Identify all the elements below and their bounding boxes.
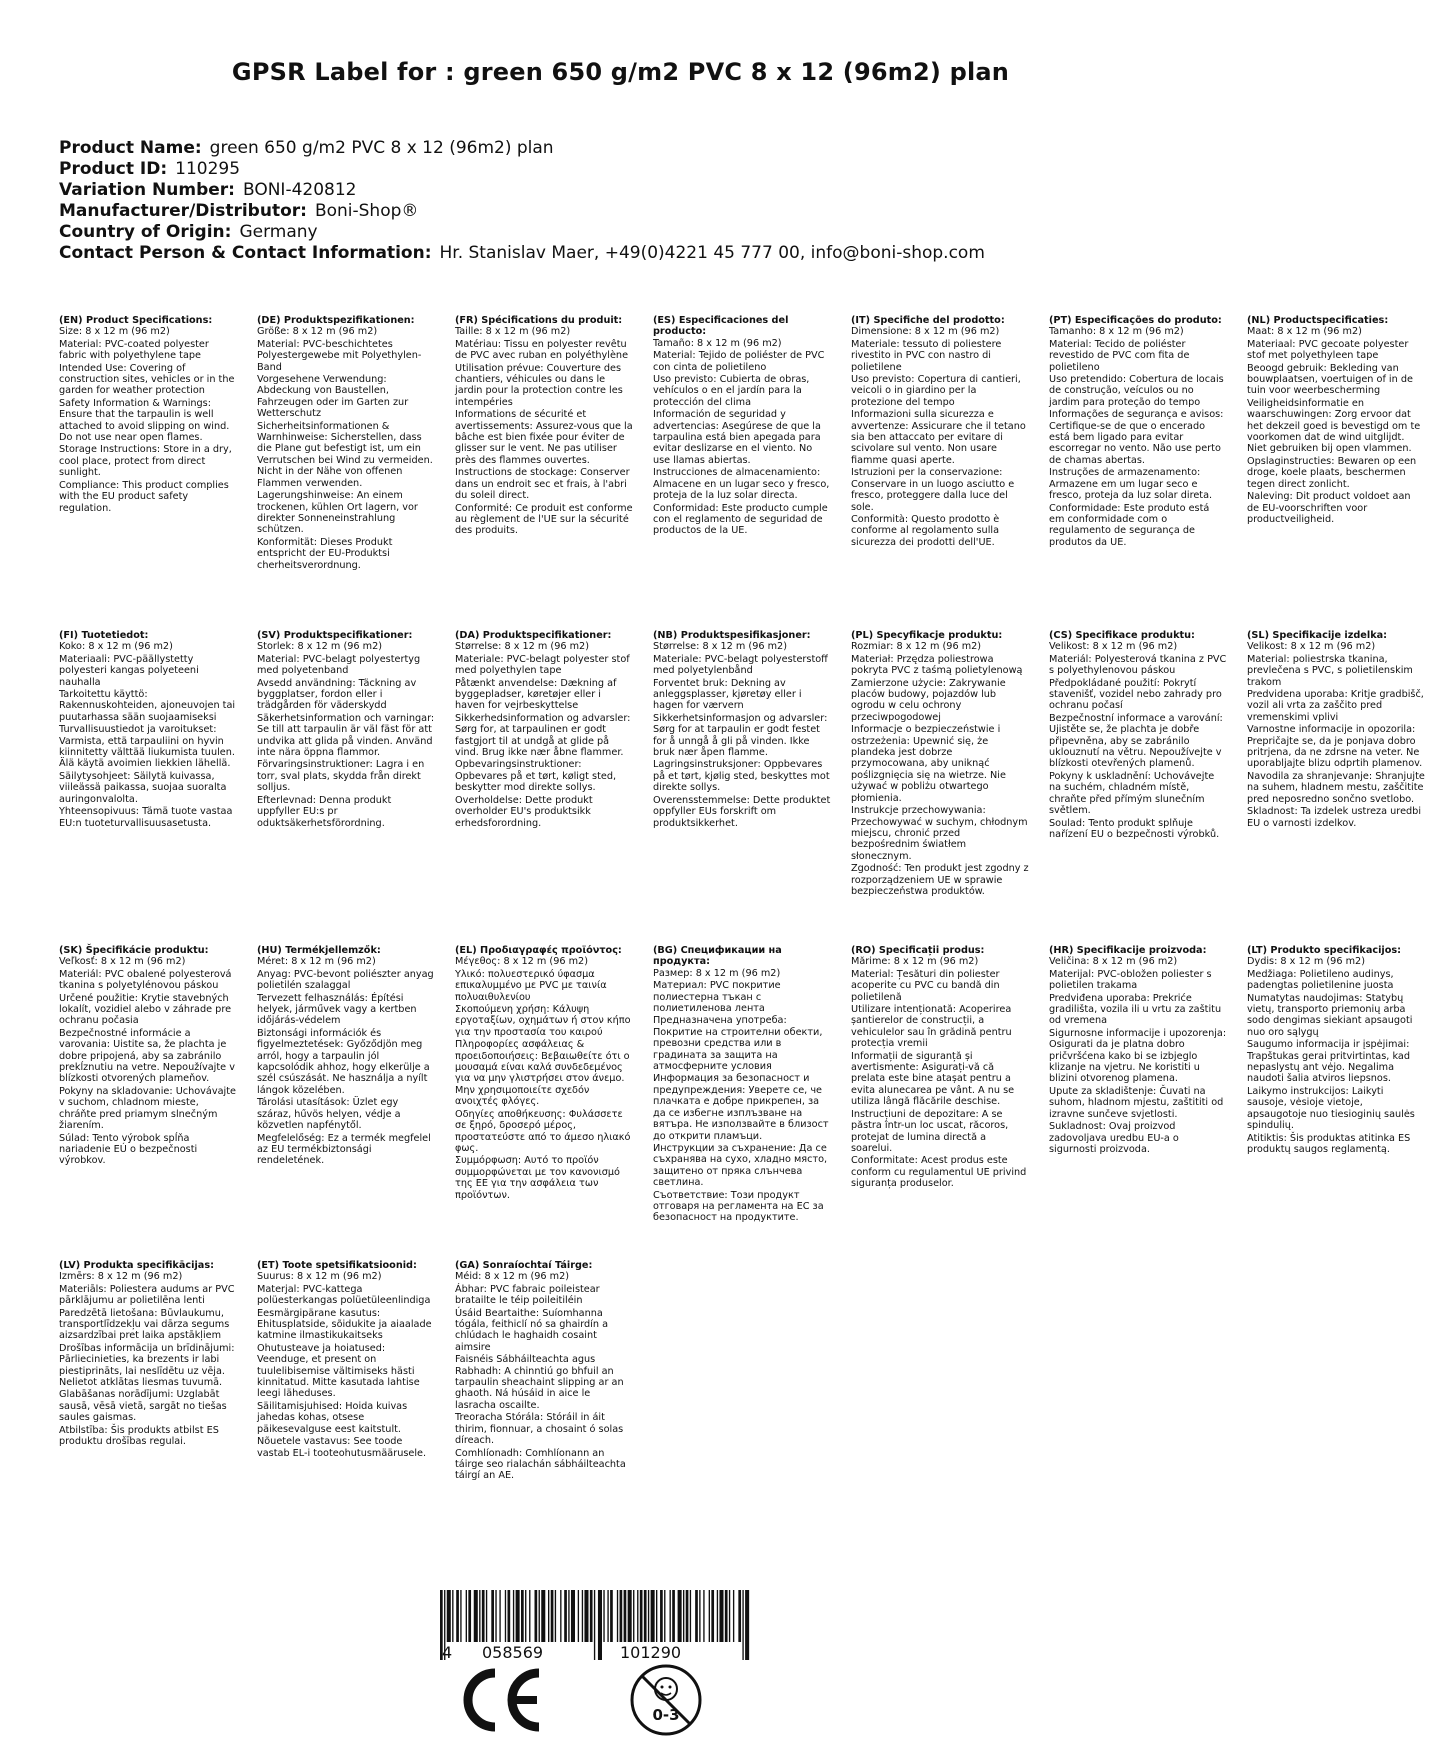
barcode-bar <box>521 1590 524 1642</box>
barcode-bar <box>719 1590 723 1642</box>
barcode-bar <box>474 1590 478 1642</box>
page-title: GPSR Label for : green 650 g/m2 PVC 8 x 12 (96m2) plan <box>231 58 1010 86</box>
spec-block <box>455 945 653 1260</box>
spec-line: Anyag: PVC-bevont poliészter anyag polietilén szalaggal <box>257 968 434 992</box>
spec-line: Opslaginstructies: Bewaren op een droge, koele plaats, beschermen tegen direct zonlicht. <box>1247 455 1417 490</box>
spec-line: Veiligheidsinformatie en waarschuwingen: Zorg ervoor dat het dekzeil goed is bevestigd om te voorkomen dat de wind uitglijdt. Niet gebruiken bij open vlammen. <box>1247 397 1421 455</box>
barcode-bar <box>535 1590 538 1642</box>
spec-line: Materiale: PVC-belagt polyesterstoff med polyetylenbånd <box>653 653 828 677</box>
spec-heading: (LT) Produkto specifikacijos: <box>1247 945 1402 956</box>
spec-line: Bezpečnostné informácie a varovania: Uistite sa, že plachta je dobre pripojená, aby sa zabránilo prekĺznutiu na vetre. Nepoužívajte v blízkosti otvorených plameňov. <box>59 1027 235 1085</box>
barcode-bar <box>452 1590 453 1642</box>
spec-line: Eesmärgipärane kasutus: Ehitusplatside, sõidukite ja aiaalade katmine ilmastikukaitseks <box>257 1307 432 1342</box>
spec-line: Materiaali: PVC-päällystetty polyesteri kangas polyeteeni nauhalla <box>59 653 199 688</box>
spec-heading: (DE) Produktspezifikationen: <box>257 315 415 326</box>
spec-line: Tarkoitettu käyttö: Rakennuskohteiden, ajoneuvojen tai puutarhassa sään suojaamiseksi <box>59 689 236 723</box>
spec-heading: (ET) Toote spetsifikatsioonid: <box>257 1260 417 1271</box>
spec-line: Koko: 8 x 12 m (96 m2) <box>59 641 173 653</box>
barcode-bar <box>648 1590 649 1642</box>
product-info <box>59 138 985 264</box>
spec-block <box>1247 945 1445 1260</box>
barcode-bar <box>590 1590 593 1642</box>
spec-heading: (SL) Specifikacije izdelka: <box>1247 630 1388 641</box>
barcode-bar <box>491 1590 494 1642</box>
spec-heading: (NL) Productspecificaties: <box>1247 315 1389 326</box>
spec-block <box>59 630 257 945</box>
spec-line: Sigurnosne informacije i upozorenja: Osigurati da je platna dobro pričvršćena kako bi se izbjeglo klizanje na vjetru. Ne koristiti u blizini otvorenog plamena. <box>1049 1027 1227 1085</box>
spec-line: Určené použitie: Krytie stavebných lokalít, vozidiel alebo v záhrade pre ochranu počasia <box>59 992 232 1027</box>
spec-line: Utilisation prévue: Couverture des chantiers, véhicules ou dans le jardin pour la protection contre les intempéries <box>455 362 623 408</box>
spec-block <box>851 945 1049 1260</box>
barcode-bar <box>516 1590 520 1642</box>
info-value: BONI-420812 <box>242 180 357 200</box>
spec-heading: (PT) Especificações do produto: <box>1049 315 1222 326</box>
spec-line: Förvaringsinstruktioner: Lagra i en torr, sval plats, skydda från direkt solljus. <box>257 759 425 794</box>
barcode-bar <box>513 1590 514 1642</box>
spec-heading: (CS) Specifikace produktu: <box>1049 630 1195 641</box>
spec-line: Instrucțiuni de depozitare: A se păstra într-un loc uscat, răcoros, protejat de lumina directă a soarelui. <box>851 1108 1009 1154</box>
spec-block <box>257 315 455 630</box>
spec-block <box>653 315 851 630</box>
spec-line: Uso pretendido: Cobertura de locais de construção, veículos ou no jardim para proteção do tempo <box>1049 374 1224 408</box>
barcode-bar <box>456 1590 459 1642</box>
spec-line: Méid: 8 x 12 m (96 m2) <box>455 1271 570 1283</box>
spec-block <box>851 630 1049 945</box>
spec-line: Συμμόρφωση: Αυτό το προϊόν συμμορφώνεται με τον κανονισμό της ΕΕ για την ασφάλεια των προϊόντων. <box>455 1155 620 1201</box>
spec-line: Izmērs: 8 x 12 m (96 m2) <box>59 1271 183 1283</box>
spec-line: Σκοπούμενη χρήση: Κάλυψη εργοταξίων, οχημάτων ή στον κήπο για την προστασία του καιρού <box>455 1004 631 1038</box>
barcode-bar <box>499 1590 500 1642</box>
spec-line: Materiale: tessuto di poliestere rivestito in PVC con nastro di polietilene <box>851 338 1002 373</box>
spec-line: Istruzioni per la conservazione: Conservare in un luogo asciutto e fresco, proteggere dalla luce del sole. <box>851 467 1015 513</box>
spec-line: Größe: 8 x 12 m (96 m2) <box>257 326 378 338</box>
spec-heading: (DA) Produktspecifikationer: <box>455 630 612 641</box>
spec-heading: (HU) Termékjellemzők: <box>257 945 381 956</box>
spec-line: Veľkosť: 8 x 12 m (96 m2) <box>59 956 186 968</box>
barcode-bar <box>525 1590 526 1642</box>
barcode-bar <box>548 1590 549 1642</box>
spec-line: Størrelse: 8 x 12 m (96 m2) <box>455 641 590 653</box>
spec-heading: (EN) Product Specifications: <box>59 315 213 326</box>
barcode-bar <box>703 1590 704 1642</box>
spec-line: Paredzētā lietošana: Būvlaukumu, transportlīdzekļu vai dārza segums aizsardzībai pret laika apstākļiem <box>59 1307 230 1342</box>
spec-line: Storage Instructions: Store in a dry, cool place, protect from direct sunlight. <box>59 444 232 479</box>
spec-line: Opbevaringsinstruktioner: Opbevares på et tørt, køligt sted, beskytter mod direkte sollys. <box>455 759 617 794</box>
spec-grid <box>59 315 1425 1575</box>
spec-line: Overholdelse: Dette produkt overholder EU's produktsikk erhedsforordning. <box>455 794 593 829</box>
spec-line: Efterlevnad: Denna produkt uppfyller EU:s pr oduktsäkerhetsförordning. <box>257 794 392 829</box>
spec-heading: (SV) Produktspecifikationer: <box>257 630 413 641</box>
spec-line: Informacje o bezpieczeństwie i ostrzeżenia: Upewnić się, że plandeka jest dobrze przymocowana, aby uniknąć poślizgnięcia się na wietrze. Nie używać w pobliżu otwartego płomienia. <box>851 724 1006 804</box>
product-id-row <box>59 159 985 180</box>
spec-heading: (HR) Specifikacije proizvoda: <box>1049 945 1207 956</box>
spec-line: Materiál: Polyesterová tkanina z PVC s polyethylenovou páskou <box>1049 653 1227 677</box>
barcode-bar <box>745 1590 749 1660</box>
barcode-bar <box>660 1590 663 1642</box>
spec-line: Uso previsto: Cubierta de obras, vehículos o en el jardín para la protección del clima <box>653 374 810 408</box>
spec-line: Numatytas naudojimas: Statybų vietų, transporto priemonių arba sodo dengimas siekiant apsaugoti nuo oro sąlygų <box>1247 992 1413 1038</box>
barcode-bar <box>598 1590 602 1660</box>
barcode-bar <box>672 1590 675 1642</box>
spec-line: Material: poliestrska tkanina, prevlečena s PVC, s polietilenskim trakom <box>1247 653 1413 688</box>
spec-heading: (SK) Špecifikácie produktu: <box>59 945 209 956</box>
variation-number-row <box>59 180 985 201</box>
spec-block <box>1049 630 1247 945</box>
spec-line: Zamierzone użycie: Zakrywanie placów budowy, pojazdów lub ogrodu w celu ochrony przeciwpogodowej <box>851 677 1006 723</box>
barcode-bar <box>582 1590 583 1642</box>
spec-line: Faisnéis Sábháilteachta agus Rabhadh: A chinntiú go bhfuil an tarpaulin sheachaint slipping ar an ghaoth. Ná húsáid in aice le lasracha oscailte. <box>455 1354 624 1411</box>
spec-line: Megfelelőség: Ez a termék megfelel az EU termékbiztonsági rendeletének. <box>257 1132 431 1167</box>
barcode-bar <box>466 1590 467 1642</box>
spec-line: Pokyny na skladovanie: Uchovávajte v suchom, chladnom mieste, chráňte pred priamym slnečným žiarením. <box>59 1085 236 1132</box>
spec-block <box>257 630 455 945</box>
spec-line: Saugumo informacija ir įspėjimai: Trapštukas gerai pritvirtintas, kad nepaslystų ant vėjo. Negalima naudoti šalia atviros liepsnos. <box>1247 1039 1410 1085</box>
spec-line: Tervezett felhasználás: Építési helyek, járművek vagy a kertben időjárás-védelem <box>257 992 417 1027</box>
age-label: 0-3 <box>652 1706 680 1724</box>
spec-line: Forventet bruk: Dekning av anleggsplasser, kjøretøy eller i hagen for værvern <box>653 677 802 712</box>
spec-line: Påtænkt anvendelse: Dækning af byggepladser, køretøjer eller i haven for vejrbeskyttelse <box>455 677 617 712</box>
spec-heading: (RO) Specificații produs: <box>851 945 985 956</box>
spec-line: Zgodność: Ten produkt jest zgodny z rozporządzeniem UE w sprawie bezpieczeństwa produktów. <box>851 863 1029 897</box>
barcode-bar <box>460 1590 461 1642</box>
barcode-digits-right: 101290 <box>620 1643 682 1662</box>
spec-line: Utilizare intenționată: Acoperirea șantierelor de construcții, a vehiculelor sau în grădină pentru protecția vremii <box>851 1004 1012 1050</box>
barcode-bar <box>628 1590 632 1642</box>
barcode-bar <box>603 1590 604 1642</box>
spec-line: Turvallisuustiedot ja varoitukset: Varmista, että tarpauliini on hyvin kiinnitetty välttää liukumista tuulen. Älä käytä avoimien liekkien lähellä. <box>59 724 235 770</box>
spec-line: Lagringsinstruksjoner: Oppbevares på et tørt, kjølig sted, beskyttes mot direkte sollys. <box>653 759 830 794</box>
info-value: green 650 g/m2 PVC 8 x 12 (96m2) plan <box>209 138 554 158</box>
info-label: Variation Number: <box>59 180 235 200</box>
spec-line: Avsedd användning: Täckning av byggplatser, fordon eller i trädgården för väderskydd <box>257 677 417 712</box>
spec-line: Overensstemmelse: Dette produktet oppfyller EUs forskrift om produktsikkerhet. <box>653 794 831 829</box>
barcode-bar <box>551 1590 554 1642</box>
barcode-bar <box>539 1590 540 1642</box>
spec-block <box>653 945 851 1260</box>
info-label: Product ID: <box>59 159 168 179</box>
spec-line: Medžiaga: Polietileno audinys, padengtas polietilenine juosta <box>1247 968 1394 992</box>
spec-line: Atitiktis: Šis produktas atitinka ES produktų saugos reglamentą. <box>1247 1132 1411 1155</box>
spec-line: Tamaño: 8 x 12 m (96 m2) <box>653 337 782 349</box>
barcode-bar <box>709 1590 710 1642</box>
spec-heading: (FR) Spécifications du produit: <box>455 315 623 326</box>
spec-line: Instructions de stockage: Conserver dans un endroit sec et frais, à l'abri du soleil direct. <box>455 467 630 502</box>
barcode-bar <box>617 1590 618 1642</box>
spec-line: Conformità: Questo prodotto è conforme al regolamento sulla sicurezza dei prodotti dell'UE. <box>851 513 1000 548</box>
spec-line: Информация за безопасност и предупреждения: Уверете се, че плачката е добре прикрепен, за да се избегне изплъзване на вятъра. Не използвайте в близост до открити пламъци. <box>653 1073 829 1142</box>
barcode-bar <box>495 1590 496 1642</box>
spec-block <box>257 945 455 1260</box>
product-name-row <box>59 138 985 159</box>
spec-line: Nõuetele vastavus: See toode vastab EL-i tooteohutusmäärusele. <box>257 1436 427 1459</box>
spec-line: Información de seguridad y advertencias: Asegúrese de que la tarpaulina está bien apegada para evitar deslizarse en el viento. No use llamas abiertas. <box>653 409 821 466</box>
spec-line: Glabāšanas norādījumi: Uzglabāt sausā, vēsā vietā, sargāt no tiešas saules gaismas. <box>59 1389 227 1424</box>
info-value: Boni-Shop® <box>314 201 419 221</box>
barcode-bar <box>695 1590 698 1642</box>
spec-block <box>455 1260 653 1575</box>
spec-line: Súlad: Tento výrobok spĺňa nariadenie EÚ o bezpečnosti výrobkov. <box>59 1132 198 1167</box>
spec-line: Materiał: Przędza poliestrowa pokryta PVC z taśmą polietylenową <box>851 653 1023 677</box>
spec-line: Konformität: Dieses Produkt entspricht der EU-Produktsi cherheitsverordnung. <box>257 536 393 571</box>
spec-heading: (BG) Спецификации на продукта: <box>653 945 782 968</box>
barcode-bar <box>683 1590 684 1642</box>
spec-line: Material: Tejido de poliéster de PVC con cinta de polietileno <box>653 350 825 373</box>
spec-line: Conformité: Ce produit est conforme au règlement de l'UE sur la sécurité des produits. <box>455 502 633 537</box>
barcode-bar <box>651 1590 655 1642</box>
barcode-bar <box>541 1590 545 1642</box>
spec-line: Soulad: Tento produkt splňuje nařízení EU o bezpečnosti výrobků. <box>1049 817 1220 840</box>
barcode-bar <box>571 1590 575 1642</box>
spec-line: Materiāls: Poliestera audums ar PVC pārklājumu ar polietilēna lenti <box>59 1283 235 1307</box>
spec-heading: (PL) Specyfikacje produktu: <box>851 630 1003 641</box>
spec-line: Dydis: 8 x 12 m (96 m2) <box>1247 956 1365 968</box>
spec-line: Material: PVC-coated polyester fabric with polyethylene tape <box>59 338 209 362</box>
spec-line: Pokyny k uskladnění: Uchovávejte na suchém, chladném místě, chraňte před přímým slunečním světlem. <box>1049 770 1215 817</box>
country-row <box>59 222 985 243</box>
spec-heading: (FI) Tuotetiedot: <box>59 630 149 641</box>
spec-line: Ábhar: PVC fabraic poileistear bratailte le téip poileitiléin <box>455 1283 600 1307</box>
barcode-bar <box>742 1590 743 1660</box>
spec-line: Materijal: PVC-obložen poliester s polietilen trakama <box>1049 968 1212 992</box>
barcode-bar <box>637 1590 638 1642</box>
spec-line: Instruções de armazenamento: Armazene em um lugar seco e fresco, proteja da luz solar direta. <box>1049 467 1213 502</box>
barcode-bar <box>529 1590 530 1642</box>
barcode-bar <box>560 1590 561 1642</box>
spec-block <box>653 630 851 945</box>
barcode-bar <box>447 1590 451 1642</box>
spec-line: Størrelse: 8 x 12 m (96 m2) <box>653 641 788 653</box>
info-label: Product Name: <box>59 138 202 158</box>
spec-line: Material: Țesături din poliester acoperite cu PVC cu bandă din polietilenă <box>851 968 1000 1003</box>
barcode-bar <box>584 1590 588 1642</box>
spec-line: Säilitamisjuhised: Hoida kuivas jahedas kohas, otsese päikesevalguse eest kaitstult. <box>257 1400 408 1435</box>
spec-line: Upute za skladištenje: Čuvati na suhom, hladnom mjestu, zaštititi od izravne sunčeve svjetlosti. <box>1049 1085 1224 1120</box>
spec-line: Conformidad: Este producto cumple con el reglamento de seguridad de productos de la UE. <box>653 502 828 537</box>
spec-line: Skladnost: Ta izdelek ustreza uredbi EU o varnosti izdelkov. <box>1247 806 1422 829</box>
barcode-bar <box>633 1590 634 1642</box>
spec-heading: (EL) Προδιαγραφές προϊόντος: <box>455 945 622 956</box>
spec-block <box>1049 945 1247 1260</box>
spec-line: Material: PVC-belagt polyestertyg med polyetenband <box>257 653 421 677</box>
spec-line: Sicherheitsinformationen & Warnhinweise: Sicherstellen, dass die Plane gut befestigt ist, um ein Verrutschen bei Wind zu vermeiden. Nicht in der Nähe von offenen Flammen verwenden. <box>257 420 433 489</box>
barcode-bar <box>738 1590 741 1642</box>
barcode-bar <box>733 1590 734 1642</box>
barcode-digits-left: 058569 <box>482 1643 544 1662</box>
spec-heading: (NB) Produktspesifikasjoner: <box>653 630 811 641</box>
spec-line: Maat: 8 x 12 m (96 m2) <box>1247 326 1362 338</box>
barcode-bar <box>711 1590 714 1642</box>
spec-line: Materiaal: PVC gecoate polyester stof met polyethyleen tape <box>1247 338 1409 362</box>
spec-line: Dimensione: 8 x 12 m (96 m2) <box>851 326 1000 338</box>
barcode-bar <box>624 1590 627 1642</box>
spec-line: Velikost: 8 x 12 m (96 m2) <box>1049 641 1178 653</box>
spec-line: Instrucciones de almacenamiento: Almacene en un lugar seco y fresco, proteja de la luz solar directa. <box>653 467 830 502</box>
info-label: Contact Person & Contact Information: <box>59 243 432 263</box>
spec-line: Υλικό: πολυεστερικό ύφασμα επικαλυμμένο με PVC με ταινία πολυαιθυλενίου <box>455 968 607 1003</box>
contact-row <box>59 243 985 264</box>
spec-line: Informations de sécurité et avertissements: Assurez-vous que la bâche est bien fixée pour éviter de glisser sur le vent. Ne pas utiliser près des flammes ouvertes. <box>455 409 633 466</box>
spec-line: Bezpečnostní informace a varování: Ujistěte se, že plachta je dobře připevněna, aby se zabránilo uklouznutí na větru. Nepoužívejte v blízkosti otevřených plamenů. <box>1049 712 1223 770</box>
barcode-bar <box>479 1590 480 1642</box>
spec-line: Yhteensopivuus: Tämä tuote vastaa EU:n tuoteturvallisuusasetusta. <box>59 806 233 829</box>
barcode-bar <box>678 1590 682 1642</box>
barcode-bar <box>482 1590 485 1642</box>
not-suitable-0-3-icon <box>628 1662 704 1738</box>
spec-line: Velikost: 8 x 12 m (96 m2) <box>1247 641 1376 653</box>
spec-line: Säilytysohjeet: Säilytä kuivassa, viileässä paikassa, suojaa suoralta auringonvalolta. <box>59 770 227 805</box>
spec-line: Instrukcje przechowywania: Przechowywać w suchym, chłodnym miejscu, chronić przed bezpośrednim światłem słonecznym. <box>851 805 1028 862</box>
barcode-bar <box>610 1590 613 1642</box>
barcode-bar <box>686 1590 689 1642</box>
barcode-bar <box>594 1590 595 1660</box>
info-label: Manufacturer/Distributor: <box>59 201 307 221</box>
spec-line: Navodila za shranjevanje: Shranjujte na suhem, hladnem mestu, zaščitite pred neposredno sončno svetlobo. <box>1247 770 1425 805</box>
ce-mark-icon <box>455 1665 545 1735</box>
spec-line: Material: Tecido de poliéster revestido de PVC com fita de polietileno <box>1049 338 1190 373</box>
barcode-bar <box>578 1590 579 1642</box>
spec-line: Rozmiar: 8 x 12 m (96 m2) <box>851 641 982 653</box>
spec-line: Sikkerhetsinformasjon og advarsler: Sørg for at tarpaulin er godt festet for å unngå å gli på vinden. Ikke bruk nær åpen flamme. <box>653 712 828 759</box>
spec-line: Предназначена употреба: Покритие на строителни обекти, превозни средства или в градината за защита на атмосферните условия <box>653 1015 823 1073</box>
barcode-bar <box>505 1590 506 1642</box>
spec-line: Tárolási utasítások: Üzlet egy száraz, hűvös helyen, védje a közvetlen napfénytől. <box>257 1097 401 1132</box>
spec-line: Materiale: PVC-belagt polyester stof med polyethylen tape <box>455 653 630 677</box>
spec-block <box>59 1260 257 1575</box>
spec-line: Intended Use: Covering of construction sites, vehicles or in the garden for weather protection <box>59 362 235 397</box>
info-label: Country of Origin: <box>59 222 232 242</box>
spec-block <box>59 945 257 1260</box>
spec-line: Съответствие: Този продукт отговаря на регламента на ЕС за безопасност на продуктите. <box>653 1189 824 1224</box>
spec-line: Οδηγίες αποθήκευσης: Φυλάσσετε σε ξηρό, δροσερό μέρος, προστατεύστε από το άμεσο ηλιακό φως. <box>455 1108 631 1154</box>
spec-block <box>455 630 653 945</box>
spec-line: Materiál: PVC obalené polyesterová tkanina s polyetylénovou páskou <box>59 968 232 992</box>
spec-line: Úsáid Beartaithe: Suíomhanna tógála, feithiclí nó sa ghairdín a chlúdach le haghaidh cosaint aimsire <box>455 1307 609 1353</box>
spec-line: Beoogd gebruik: Bekleding van bouwplaatsen, voertuigen of in de tuin voor weerbescherming <box>1247 362 1413 397</box>
spec-line: Predvidena uporaba: Kritje gradbišč, vozil ali vrta za zaščito pred vremenskimi vplivi <box>1247 689 1424 723</box>
spec-line: Lagerungshinweise: An einem trockenen, kühlen Ort lagern, vor direkter Sonneneinstrahlung schützen. <box>257 490 418 536</box>
barcode-bar <box>725 1590 728 1642</box>
info-value: Hr. Stanislav Maer, +49(0)4221 45 777 00, info@boni-shop.com <box>439 243 985 263</box>
spec-block <box>257 1260 455 1575</box>
barcode-bar <box>486 1590 487 1642</box>
spec-line: Méret: 8 x 12 m (96 m2) <box>257 956 376 968</box>
spec-line: Инструкции за съхранение: Да се съхранява на сухо, хладно място, защитено от пряка слънчева светлина. <box>653 1142 828 1189</box>
spec-line: Predviđena uporaba: Prekriće gradilišta, vozila ili u vrtu za zaštitu od vremena <box>1049 992 1222 1027</box>
spec-heading: (ES) Especificaciones del producto: <box>653 315 789 338</box>
barcode-bar <box>670 1590 671 1642</box>
spec-block <box>851 315 1049 630</box>
barcode-bar <box>690 1590 691 1642</box>
info-value: Germany <box>239 222 318 242</box>
spec-line: Tamanho: 8 x 12 m (96 m2) <box>1049 326 1184 338</box>
manufacturer-row <box>59 201 985 222</box>
barcode-bar <box>564 1590 567 1642</box>
spec-line: Veličina: 8 x 12 m (96 m2) <box>1049 956 1178 968</box>
barcode-digit-lead: 4 <box>442 1643 453 1662</box>
barcode-bar <box>640 1590 643 1642</box>
barcode-bar <box>508 1590 511 1642</box>
spec-line: Předpokládané použití: Pokrytí stavenišť, vozidel nebo zahrady pro ochranu počasí <box>1049 677 1222 712</box>
spec-line: Size: 8 x 12 m (96 m2) <box>59 326 170 338</box>
spec-heading: (IT) Specifiche del prodotto: <box>851 315 1005 326</box>
spec-line: Πληροφορίες ασφάλειας & προειδοποιήσεις: Βεβαιωθείτε ότι ο μουσαμά είναι καλά συνδεδεμένος για να μην γλιστρήσει στον άνεμο. Μην χρησιμοποιείτε σχεδόν ανοιχτές φλόγες. <box>455 1039 630 1108</box>
spec-line: Material: PVC-beschichtetes Polyestergewebe mit Polyethylen-Band <box>257 338 422 373</box>
barcode-bar <box>468 1590 471 1642</box>
barcode-bar <box>656 1590 657 1642</box>
spec-line: Varnostne informacije in opozorila: Prepričajte se, da je ponjava dobro pritrjena, da ne zdrsne na veter. Ne uporabljajte blizu odprtih plamenov. <box>1247 724 1423 770</box>
spec-line: Uso previsto: Copertura di cantieri, veicoli o in giardino per la protezione del tempo <box>851 374 1021 408</box>
spec-line: Materjal: PVC-kattega polüesterkangas polüetüleenlindiga <box>257 1283 431 1307</box>
spec-line: Matériau: Tissu en polyester revêtu de PVC avec ruban en polyéthylène <box>455 338 629 362</box>
spec-line: Drošības informācija un brīdinājumi: Pārliecinieties, ka brezents ir labi piestiprināts, lai neslīdētu uz vēja. Nelietot atklātas liesmas tuvumā. <box>59 1342 235 1389</box>
spec-line: Taille: 8 x 12 m (96 m2) <box>455 326 571 338</box>
spec-block <box>455 315 653 630</box>
spec-line: Naleving: Dit product voldoet aan de EU-voorschriften voor productveiligheid. <box>1247 491 1411 525</box>
barcode-bar <box>717 1590 718 1642</box>
spec-line: Atbilstība: Šis produkts atbilst ES produktu drošības regulai. <box>59 1424 219 1448</box>
barcode-bar <box>699 1590 700 1642</box>
spec-line: Treoracha Stórála: Stóráil in áit thirim, fionnuar, a chosaint ó solas díreach. <box>455 1412 624 1447</box>
info-value: 110295 <box>175 159 241 179</box>
spec-line: Informații de siguranță și avertismente: Asigurați-vă că prelata este bine atașat pentru a evita alunecarea pe vânt. A nu se utiliza lângă flăcările deschise. <box>851 1050 1015 1108</box>
barcode-bar <box>555 1590 556 1642</box>
spec-line: Safety Information & Warnings: Ensure that the tarpaulin is well attached to avoid slipping on wind. Do not use near open flames. <box>59 397 230 444</box>
spec-line: Laikymo instrukcijos: Laikyti sausoje, vėsioje vietoje, apsaugotoje nuo tiesioginių saulės spindulių. <box>1247 1085 1415 1132</box>
barcode-bar <box>729 1590 730 1642</box>
spec-line: Säkerhetsinformation och varningar: Se till att tarpaulin är väl fäst för att undvika att glida på vinden. Använd inte nära öppna flammor. <box>257 712 435 759</box>
spec-line: Informações de segurança e avisos: Certifique-se de que o encerado está bem ligado para evitar escorregar no vento. Não use perto de chamas abertas. <box>1049 409 1224 466</box>
spec-line: Biztonsági információk és figyelmeztetések: Győződjön meg arról, hogy a tarpaulin jól kapcsolódik ahhoz, hogy elkerülje a szél csúszását. Ne használja a nyílt lángok közelében. <box>257 1027 430 1096</box>
barcode-bar <box>644 1590 647 1642</box>
spec-line: Conformidade: Este produto está em conformidade com o regulamento de segurança de produtos da UE. <box>1049 502 1210 548</box>
spec-block <box>1049 315 1247 630</box>
spec-line: Informazioni sulla sicurezza e avvertenze: Assicurare che il tetano sia ben attaccato per evitare di scivolare sul vento. Non usare fiamme quasi aperte. <box>851 409 1026 466</box>
barcode-bar <box>607 1590 608 1642</box>
spec-line: Ohutusteave ja hoiatused: Veenduge, et present on tuulelibisemise vältimiseks hästi kinnitatud. Mitte kasutada lahtise leegi läheduses. <box>257 1342 420 1400</box>
spec-block <box>59 315 257 630</box>
spec-line: Размер: 8 x 12 m (96 m2) <box>653 967 781 979</box>
spec-line: Suurus: 8 x 12 m (96 m2) <box>257 1271 382 1283</box>
spec-block <box>1247 630 1445 945</box>
spec-line: Материал: PVC покритие полиестерна тъкан с полиетиленова лента <box>653 980 781 1015</box>
spec-block <box>1247 315 1445 630</box>
spec-line: Μέγεθος: 8 x 12 m (96 m2) <box>455 956 588 968</box>
spec-line: Conformitate: Acest produs este conform cu regulamentul UE privind siguranța produselor. <box>851 1155 1027 1190</box>
spec-line: Mărime: 8 x 12 m (96 m2) <box>851 956 979 968</box>
spec-line: Comhlíonadh: Comhlíonann an táirge seo rialachán sábháilteachta táirgí an AE. <box>455 1447 626 1482</box>
barcode-bar <box>620 1590 623 1642</box>
spec-line: Vorgesehene Verwendung: Abdeckung von Baustellen, Fahrzeugen oder im Garten zur Wetterschutz <box>257 374 409 420</box>
barcode-bar <box>568 1590 569 1642</box>
spec-heading: (LV) Produkta specifikācijas: <box>59 1260 214 1271</box>
spec-heading: (GA) Sonraíochtaí Táirge: <box>455 1260 593 1271</box>
spec-line: Sikkerhedsinformation og advarsler: Sørg for, at tarpaulinen er godt fastgjort til at undgå at glide på vind. Brug ikke nær åbne flammer. <box>455 712 631 759</box>
spec-line: Compliance: This product complies with the EU product safety regulation. <box>59 479 229 514</box>
barcode-bar <box>664 1590 665 1642</box>
spec-line: Sukladnost: Ovaj proizvod zadovoljava uredbu EU-a o sigurnosti proizvoda. <box>1049 1121 1179 1155</box>
spec-line: Storlek: 8 x 12 m (96 m2) <box>257 641 383 653</box>
